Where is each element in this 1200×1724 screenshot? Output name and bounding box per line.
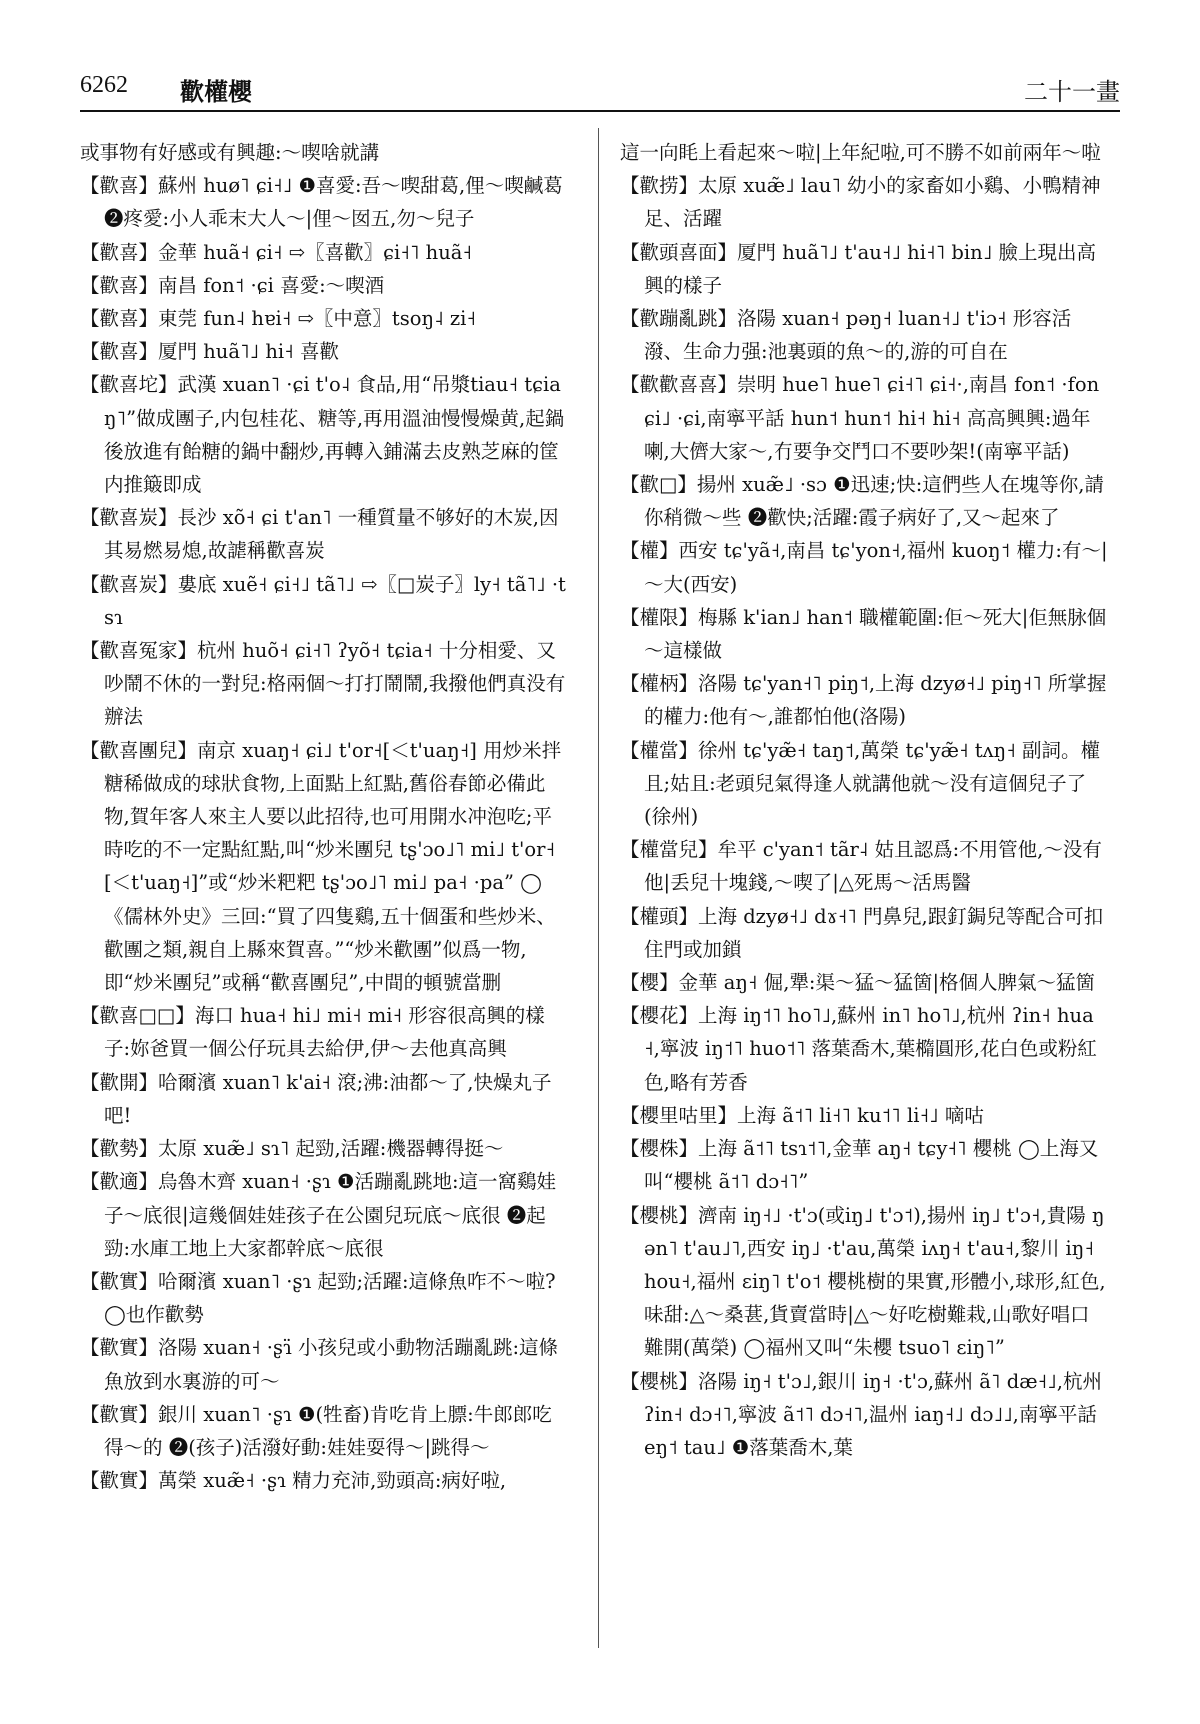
dictionary-entry: 【歡喜□□】海口 hua˧ hi˩ mi˧ mi˧ 形容很高興的樣子:妳爸買一個公仔玩具去給伊,伊～去他真高興	[80, 1004, 545, 1061]
dictionary-entry: 【權頭】上海 dzyø˧˩ dɤ˧˥ 門鼻兒,跟釘鋦兒等配合可扣住門或加鎖	[620, 904, 1104, 961]
left-column	[80, 136, 568, 1497]
dictionary-entry: 【歡喜炭】長沙 xõ˧ ɕi t'an˥ 一種質量不够好的木炭,因其易燃易熄,故謔稱歡喜炭	[80, 506, 559, 563]
dictionary-entry: 【歡歡喜喜】崇明 hue˥ hue˥ ɕi˧˥ ɕi˧·,南昌 fon˦ ·fon ɕi˩ ·ɕi,南寧平話 hun˦ hun˦ hi˧ hi˧ 高高興興:過年喇,大儕大家～,冇要争交鬥口不要吵架!(南寧平話)	[620, 373, 1100, 463]
dictionary-entry: 【櫻株】上海 ã˦˥ tsɿ˦˥,金華 aŋ˧ tɕy˧˥ 櫻桃 ◯上海又叫“櫻桃 ã˦˥ dɔ˧˥”	[620, 1137, 1099, 1194]
section-label: 二十一畫	[1024, 78, 1120, 106]
dictionary-entry: 【歡實】萬榮 xuæ̃˧ ·ʂɿ 精力充沛,勁頭高:病好啦,	[80, 1469, 507, 1493]
dictionary-entry: 或事物有好感或有興趣:～喫啥就講	[80, 141, 380, 164]
head-characters: 歡權櫻	[180, 77, 252, 106]
dictionary-entry: 【歡頭喜面】厦門 huã˥˩ t'au˧˩ hi˧˥ bin˩ 臉上現出高興的樣子	[620, 240, 1097, 297]
dictionary-entry: 【權】西安 tɕ'yã˧,南昌 tɕ'yon˧,福州 kuoŋ˦ 權力:有～|～大(西安)	[620, 539, 1108, 596]
dictionary-entry: 【權當】徐州 tɕ'yæ̃˧ taŋ˦,萬榮 tɕ'yæ̃˧ tʌŋ˧ 副詞。權且;姑且:老頭兒氣得逢人就講他就～没有這個兒子了(徐州)	[620, 738, 1101, 829]
dictionary-entry: 【櫻】金華 aŋ˧ 倔,犟:渠～猛～猛箇|格個人脾氣～猛箇	[620, 971, 1096, 995]
column-divider	[598, 128, 599, 1648]
dictionary-entry: 【歡喜坨】武漢 xuan˥ ·ɕi t'o˨ 食品,用“吊漿tiau˧ tɕiaŋ˥”做成團子,内包桂花、糖等,再用溫油慢慢燥黄,起鍋後放進有飴糖的鍋中翻炒,再轉入鋪滿去皮熟芝麻的筐内推簸即成	[80, 373, 565, 497]
dictionary-entry: 【歡喜】厦門 huã˥˩ hi˧ 喜歡	[80, 340, 339, 364]
dictionary-entry: 【歡實】洛陽 xuan˧ ·ʂɿ̈ 小孩兒或小動物活蹦亂跳:這條魚放到水裏游的可～	[80, 1336, 559, 1393]
dictionary-entry: 【歡捞】太原 xuæ̃˩ lau˥ 幼小的家畜如小鷄、小鴨精神足、活躍	[620, 174, 1101, 231]
dictionary-entry: 這一向眊上看起來～啦|上年紀啦,可不勝不如前兩年～啦	[620, 141, 1101, 164]
dictionary-entry: 【櫻里咕里】上海 ã˦˥ li˧˥ ku˦˥ li˧˩ 嘀咕	[620, 1103, 984, 1127]
dictionary-entry: 【櫻桃】洛陽 iŋ˧ t'ɔ˩,銀川 iŋ˧ ·t'ɔ,蘇州 ã˥ dæ˧˩,杭州 ʔin˧ dɔ˧˥,寧波 ã˦˥ dɔ˧˥,温州 iaŋ˧˩ dɔ˩˩,南寧平話 eŋ˦ tau˩ ❶落葉喬木,葉	[620, 1369, 1102, 1459]
dictionary-entry: 【權柄】洛陽 tɕ'yan˧˥ piŋ˦,上海 dzyø˧˩ piŋ˧˥ 所掌握的權力:他有～,誰都怕他(洛陽)	[620, 672, 1107, 729]
dictionary-entry: 【權限】梅縣 k'ian˩ han˦ 職權範圍:佢～死大|佢無脉個～這樣做	[620, 605, 1107, 663]
dictionary-entry: 【歡喜炭】婁底 xuẽ˧ ɕi˧˩ tã˥˩ ⇨〖□炭子〗ly˧ tã˥˩ ·tsɿ	[80, 572, 566, 629]
dictionary-entry: 【歡喜】蘇州 huø˥ ɕi˧˩ ❶喜愛:吾～喫甜葛,俚～喫鹹葛 ❷疼愛:小人乖末大人～|俚～囡五,勿～兒子	[80, 174, 563, 231]
dictionary-entry: 【歡喜】東莞 fun˨ hɐi˧ ⇨〖中意〗tsoŋ˨ zi˧	[80, 307, 477, 331]
right-column	[620, 136, 1108, 1464]
page-number: 6262	[80, 72, 128, 98]
dictionary-entry: 【歡開】哈爾濱 xuan˥ k'ai˧ 滾;沸:油都～了,快燥丸子吧!	[80, 1070, 552, 1127]
dictionary-entry: 【歡喜】南昌 fon˦ ·ɕi 喜愛:～喫酒	[80, 273, 385, 297]
dictionary-entry: 【歡□】揚州 xuæ̃˩ ·sɔ ❶迅速;快:這們些人在塊等你,請你稍微～些 ❷歡快;活躍:霞子病好了,又～起來了	[620, 473, 1104, 530]
dictionary-entry: 【歡喜】金華 huã˧ ɕi˧ ⇨〖喜歡〗ɕi˧˥ huã˧	[80, 240, 473, 264]
dictionary-entry: 【歡實】哈爾濱 xuan˥ ·ʂɿ 起勁;活躍:這條魚咋不～啦? ◯也作歡勢	[80, 1269, 556, 1327]
dictionary-entry: 【權當兒】牟平 c'yan˦ tãr˨ 姑且認爲:不用管他,～没有他|丢兒十塊錢,～喫了|△死馬～活馬醫	[620, 838, 1102, 895]
dictionary-entry: 【歡勢】太原 xuæ̃˩ sɿ˥ 起勁,活躍:機器轉得挺～	[80, 1137, 504, 1161]
dictionary-entry: 【歡喜冤家】杭州 huõ˧ ɕi˧˥ ʔyõ˧ tɕia˧ 十分相愛、又吵鬧不休的一對兒:格兩個～打打鬧鬧,我撥他們真没有辦法	[80, 639, 566, 729]
page-header	[80, 70, 1120, 112]
dictionary-entry: 【歡實】銀川 xuan˥ ·ʂɿ ❶(牲畜)肯吃肯上膘:牛郎郎吃得～的 ❷(孩子)活潑好動:娃娃耍得～|跳得～	[80, 1402, 552, 1459]
dictionary-entry: 【歡適】烏魯木齊 xuan˧ ·ʂɿ ❶活蹦亂跳地:這一窩鷄娃子～底很|這幾個娃娃孩子在公園兒玩底～底很 ❷起勁:水庫工地上大家都幹底～底很	[80, 1170, 557, 1260]
dictionary-entry: 【櫻花】上海 iŋ˦˥ ho˥˩,蘇州 in˥ ho˥˩,杭州 ʔin˧ hua˧,寧波 iŋ˦˥ huo˦˥ 落葉喬木,葉橢圓形,花白色或粉紅色,略有芳香	[620, 1004, 1097, 1094]
dictionary-entry: 【歡喜團兒】南京 xuaŋ˧ ɕi˩ t'or˧[＜t'uaŋ˧] 用炒米拌糖稀做成的球狀食物,上面點上紅點,舊俗春節必備此物,賀年客人來主人要以此招待,也可用開水冲泡吃;平時吃的不一定點紅點,叫“炒米團兒 tʂ'ɔo˩˥ mi˩ t'or˧[＜t'uaŋ˧]”或“炒米粑粑 tʂ'ɔo˩˥ mi˩ pa˧ ·pa” ◯《儒林外史》三回:“買了四隻鷄,五十個蛋和些炒米、歡團之類,親自上縣來賀喜。”“炒米歡團”似爲一物,即“炒米團兒”或稱“歡喜團兒”,中間的頓號當删	[80, 738, 562, 995]
dictionary-entry: 【歡蹦亂跳】洛陽 xuan˧ pəŋ˧ luan˧˩ t'iɔ˧ 形容活潑、生命力强:池裏頭的魚～的,游的可自在	[620, 307, 1072, 364]
dictionary-entry: 【櫻桃】濟南 iŋ˧˩ ·t'ɔ(或iŋ˩ t'ɔ˦),揚州 iŋ˩ t'ɔ˧,貴陽 ŋən˥ t'au˩˥,西安 iŋ˩ ·t'au,萬榮 iʌŋ˧ t'au˧,黎川 iŋ˧ hou˧,福州 ɛiŋ˥ t'o˦ 櫻桃樹的果實,形體小,球形,紅色,味甜:△～桑葚,貨賣當時|△～好吃樹難栽,山歌好唱口難開(萬榮) ◯福州又叫“朱櫻 tsuo˥ ɛiŋ˥”	[620, 1203, 1106, 1360]
